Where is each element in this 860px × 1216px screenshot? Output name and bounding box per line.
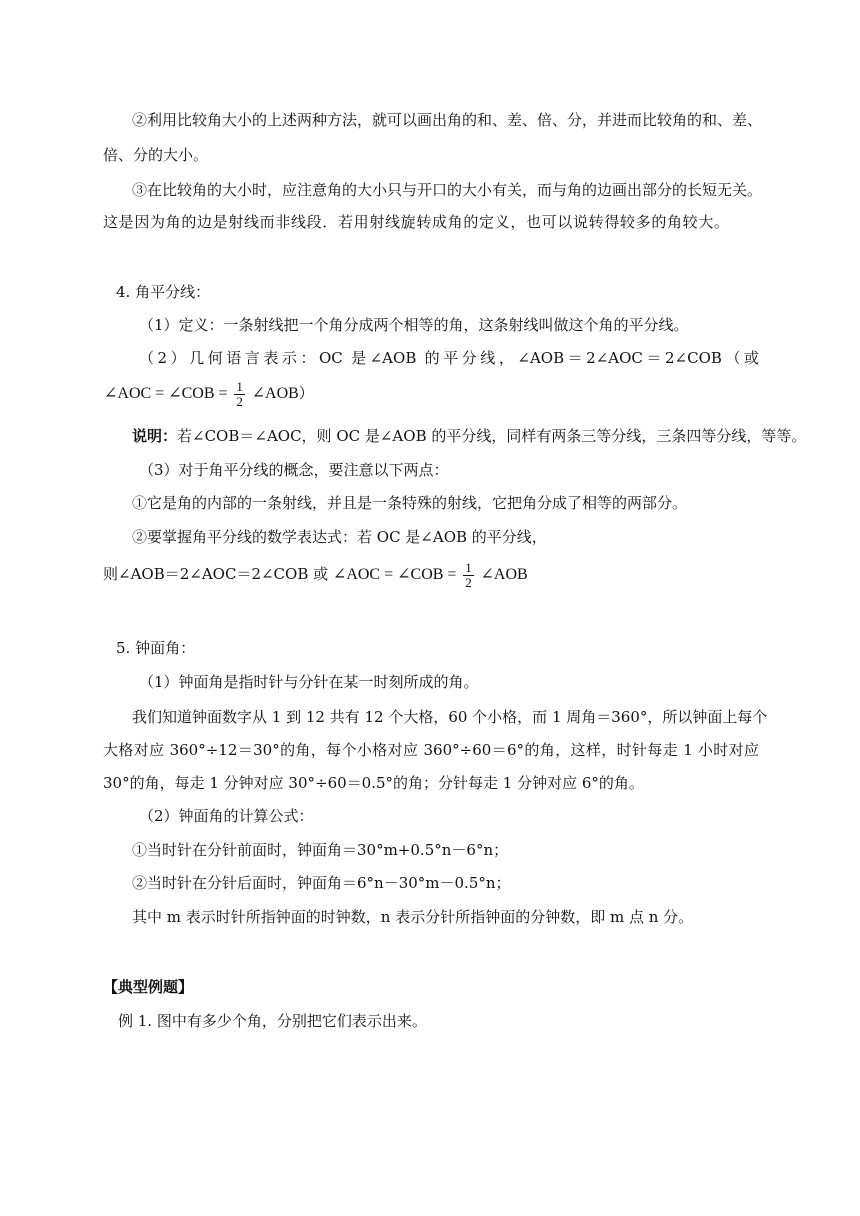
paragraph-line: 这是因为角的边是射线而非线段．若用射线旋转成角的定义，也可以说转得较多的角较大。 <box>103 213 729 231</box>
point-text: ②要掌握角平分线的数学表达式：若 OC 是∠AOB 的平分线， <box>132 528 547 546</box>
point-text: ①它是角的内部的一条射线，并且是一条特殊的射线，它把角分成了相等的两部分。 <box>132 494 688 512</box>
paragraph-line: 倍、分的大小。 <box>103 146 209 164</box>
formula-left: ∠AOC = ∠COB = <box>104 385 228 402</box>
paragraph-line: ③在比较角的大小时，应注意角的大小只与开口的大小有关，而与角的边画出部分的长短无关。 <box>132 181 763 199</box>
formula-right: ∠AOB <box>251 385 299 402</box>
example-question: 例 1. 图中有多少个角，分别把它们表示出来。 <box>118 1012 427 1030</box>
expression-prefix: 则∠AOB＝2∠AOC＝2∠COB 或 <box>103 565 329 583</box>
definition-text: （1）定义：一条射线把一个角分成两个相等的角，这条射线叫做这个角的平分线。 <box>139 316 689 334</box>
fraction-numerator: 1 <box>465 559 472 575</box>
explanation-text: 其中 m 表示时针所指钟面的时钟数，n 表示分针所指钟面的分钟数，即 m 点 n 分。 <box>132 908 694 926</box>
fraction-numerator: 1 <box>236 378 243 394</box>
geometry-expression: （2）几何语言表示：OC 是∠AOB 的平分线，∠AOB＝2∠AOC＝2∠COB（或 <box>139 349 759 367</box>
examples-heading: 【典型例题】 <box>103 978 194 996</box>
paragraph-line: ②利用比较角大小的上述两种方法，就可以画出角的和、差、倍、分，并进而比较角的和、差、 <box>132 111 763 129</box>
formula-case: ①当时针在分针前面时，钟面角＝30°m+0.5°n－6°n； <box>132 841 509 859</box>
paragraph-line: 大格对应 360°÷12＝30°的角，每个小格对应 360°÷60＝6°的角，这样，时针每走 1 小时对应 <box>103 741 759 759</box>
note-label: 说明： <box>132 427 178 445</box>
expression-formula <box>103 557 528 592</box>
fraction <box>463 561 474 590</box>
section-heading: 5. 钟面角： <box>116 639 196 657</box>
formula-title: （2）钟面角的计算公式： <box>139 807 314 825</box>
paragraph-line: 我们知道钟面数字从 1 到 12 共有 12 个大格，60 个小格，而 1 周角＝360°，所以钟面上每个 <box>132 708 768 726</box>
concept-text: （3）对于角平分线的概念，要注意以下两点： <box>139 461 449 479</box>
formula-right: ∠AOB <box>480 566 528 583</box>
formula-case: ②当时针在分针后面时，钟面角＝6°n－30°m－0.5°n； <box>132 874 511 892</box>
formula-close-paren: ） <box>298 384 314 402</box>
section-heading: 4. 角平分线： <box>116 283 211 301</box>
paragraph-line: 30°的角，每走 1 分钟对应 30°÷60＝0.5°的角；分针每走 1 分钟对应 6°的角。 <box>103 774 644 792</box>
formula-left: ∠AOC = ∠COB = <box>332 566 457 583</box>
note-text: 若∠COB＝∠AOC，则 OC 是∠AOB 的平分线，同样有两条三等分线，三条四等分线，等等。 <box>177 427 807 445</box>
fraction-denominator: 2 <box>465 574 472 590</box>
geometry-formula <box>104 376 314 411</box>
note <box>132 426 806 446</box>
fraction-denominator: 2 <box>236 393 243 409</box>
fraction <box>234 380 245 409</box>
definition-text: （1）钟面角是指时针与分针在某一时刻所成的角。 <box>139 673 479 691</box>
